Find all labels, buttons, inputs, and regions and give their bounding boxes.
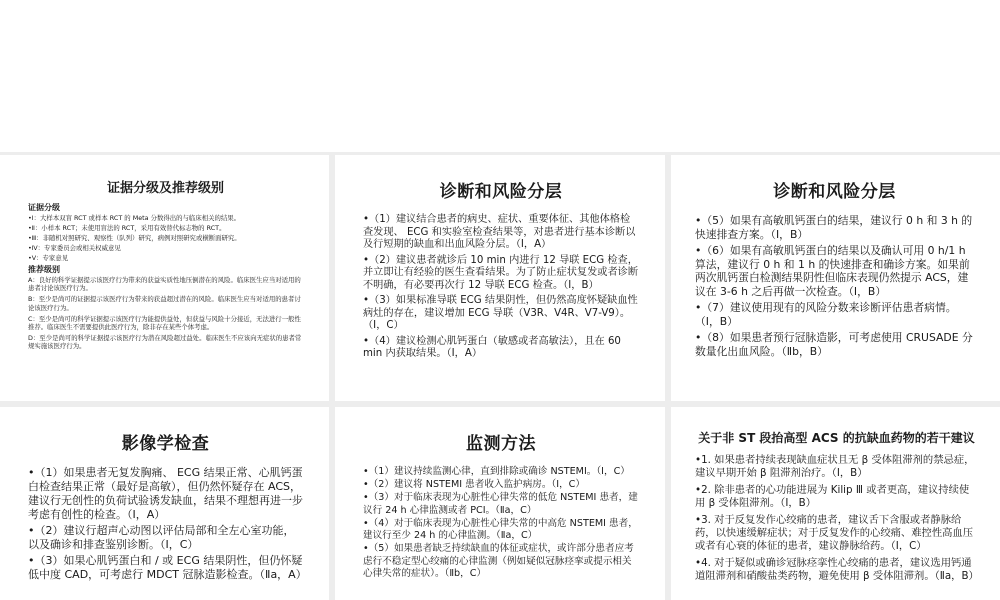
slide-diagnosis-risk-2[interactable] xyxy=(671,155,1000,401)
evidence-level-item: •Ⅴ：专家意见 xyxy=(28,253,69,262)
slide-title: 影像学检查 xyxy=(121,434,210,454)
slide-title: 关于非 ST 段抬高型 ACS 的抗缺血药物的若干建议 xyxy=(698,431,975,445)
bullet-item: •（2）建议将 NSTEMI 患者收入监护病房。（Ⅰ，C） xyxy=(363,479,585,490)
slide-title: 证据分级及推荐级别 xyxy=(106,181,224,196)
bullet-item: •（7）建议使用现有的风险分数来诊断评估患者病情。（Ⅰ，B） xyxy=(695,301,957,328)
evidence-level-item: •Ⅱ：小样本 RCT；未使用盲法的 RCT，采用有效替代标志物的 RCT。 xyxy=(28,223,226,232)
bullet-item: •（1）建议结合患者的病史、症状、重要体征、其他体格检查发现、 ECG 和实验室检查结果等，对患者进行基本诊断以及行短期的缺血和出血风险分层。（Ⅰ，A） xyxy=(363,214,636,250)
bullet-item: •4. 对于疑似或确诊冠脉痉挛性心绞痛的患者，建议选用钙通道阻滞剂和硝酸盐类药物，避免使用 β 受体阻滞剂。（Ⅱa，B） xyxy=(695,557,979,582)
slide-title: 诊断和风险分层 xyxy=(773,182,896,202)
slide-imaging[interactable] xyxy=(0,407,329,600)
section-heading-recommendation: 推荐级别 xyxy=(28,265,60,275)
evidence-level-item: •Ⅲ：非随机对照研究、观察性（队列）研究，病例对照研究或横断面研究。 xyxy=(28,233,241,242)
slide-monitoring[interactable] xyxy=(335,407,665,600)
bullet-item: •（5）如果有高敏肌钙蛋白的结果，建议行 0 h 和 3 h 的快速排查方案。（Ⅰ，B） xyxy=(695,214,973,241)
recommendation-level-item: D：至少是尚可的科学证据提示该医疗行为潜在风险超过益处。临床医生不应该向无症状的患者常规实施该医疗行为。 xyxy=(28,333,302,351)
bullet-item: •（1）如果患者无复发胸痛、 ECG 结果正常、心肌钙蛋白检查结果正常（最好是高敏），但仍然怀疑存在 ACS，建议行无创性的负荷试验诱发缺血，结果不理想再进一步考虑有创性的检查。（Ⅰ，A） xyxy=(28,466,303,521)
slide-title: 监测方法 xyxy=(466,434,536,454)
recommendation-level-item: B：至少是尚可的证据提示该医疗行为带来的获益超过潜在的风险。临床医生应当对适用的患者讨论该医疗行为。 xyxy=(28,295,301,312)
slide-diagnosis-risk-1[interactable] xyxy=(335,155,665,401)
slide-title: 诊断和风险分层 xyxy=(439,182,563,202)
evidence-level-item: •Ⅳ：专家委员会或相关权威意见 xyxy=(28,243,121,252)
slide-evidence-grading[interactable] xyxy=(0,155,329,401)
recommendation-level-item: C：至少是尚可的科学证据提示该医疗行为能提供益处，但获益与风险十分接近，无法进行一般性推荐。临床医生不需要提供此医疗行为，除非存在某些个体考虑。 xyxy=(28,314,301,332)
bullet-item: •（2）建议行超声心动图以评估局部和全左心室功能，以及确诊和排查鉴别诊断。（Ⅰ，C） xyxy=(28,524,295,551)
evidence-level-item: •Ⅰ：大样本双盲 RCT 或样本 RCT 的 Meta 分数得出的与临床相关的结果。 xyxy=(28,214,241,222)
bullet-item: •（3）如果心肌钙蛋白和 / 或 ECG 结果阴性，但仍怀疑低中度 CAD，可考虑行 MDCT 冠脉造影检查。（Ⅱa，A） xyxy=(28,554,307,581)
bullet-item: •（4）建议检测心肌钙蛋白（敏感或者高敏法），且在 60 min 内获取结果。（Ⅰ，A） xyxy=(363,335,621,359)
bullet-item: •（2）建议患者就诊后 10 min 内进行 12 导联 ECG 检查，并立即让有经验的医生查看结果。为了防止症状复发或者诊断不明确，有必要再次行 12 导联 ECG 检查。（Ⅰ，B） xyxy=(363,254,639,291)
section-heading-evidence: 证据分级 xyxy=(28,203,60,212)
top-blank-area xyxy=(0,0,1000,152)
bullet-item: •（4）对于临床表现为心脏性心律失常的中高危 NSTEMI 患者，建议行至少 24 h 的心律监测。（Ⅱa，C） xyxy=(363,517,638,541)
bullet-item: •2. 除非患者的心功能进展为 Kilip Ⅲ 或者更高，建议持续使用 β 受体阻滞剂。（Ⅰ，B） xyxy=(695,484,970,509)
recommendation-level-item: A：良好的科学证据提示该医疗行为带来的获益实质性地压倒潜在的风险。临床医生应当对适用的患者讨论该医疗行为。 xyxy=(28,276,301,293)
bullet-item: •（6）如果有高敏肌钙蛋白的结果以及确认可用 0 h/1 h 算法，建议行 0 h 和 1 h 的快速排查和确诊方案。如果前两次肌钙蛋白检测结果阴性但临床表现仍然提示 ACS，建议在 3-6 h 之后再做一次检查。（Ⅰ，B） xyxy=(695,244,970,298)
bullet-item: •（3）如果标准导联 ECG 结果阴性，但仍然高度怀疑缺血性病灶的存在，建议增加 ECG 导联（V3R、V4R、V7-V9）。（Ⅰ，C） xyxy=(363,295,638,331)
bullet-item: •（8）如果患者预行冠脉造影，可考虑使用 CRUSADE 分数量化出血风险。（Ⅱb，B） xyxy=(695,331,973,358)
bullet-item: •1. 如果患者持续表现缺血症状且无 β 受体阻滞剂的禁忌症，建议早期开始 β 阻滞剂治疗。（Ⅰ，B） xyxy=(695,454,975,479)
bullet-item: •（1）建议持续监测心律，直到排除或确诊 NSTEMI。（Ⅰ，C） xyxy=(363,466,630,477)
slide-anti-ischemic-drugs[interactable] xyxy=(671,407,1000,600)
bullet-item: •3. 对于反复发作心绞痛的患者，建议舌下含服或者静脉给药，以快速缓解症状；对于反复发作的心绞痛、难控性高血压或者有心衰的体征的患者，建议静脉给药。（Ⅰ，C） xyxy=(695,514,974,552)
bullet-item: •（3）对于临床表现为心脏性心律失常的低危 NSTEMI 患者，建议行 24 h 心律监测或者 PCI。（Ⅱa，C） xyxy=(363,492,638,516)
bullet-item: •（5）如果患者缺乏持续缺血的体征或症状，或许部分患者应考虑行不稳定型心绞痛的心律监测（例如疑似冠脉痉挛或提示相关心律失常的症状）。（Ⅱb，C） xyxy=(363,543,634,579)
